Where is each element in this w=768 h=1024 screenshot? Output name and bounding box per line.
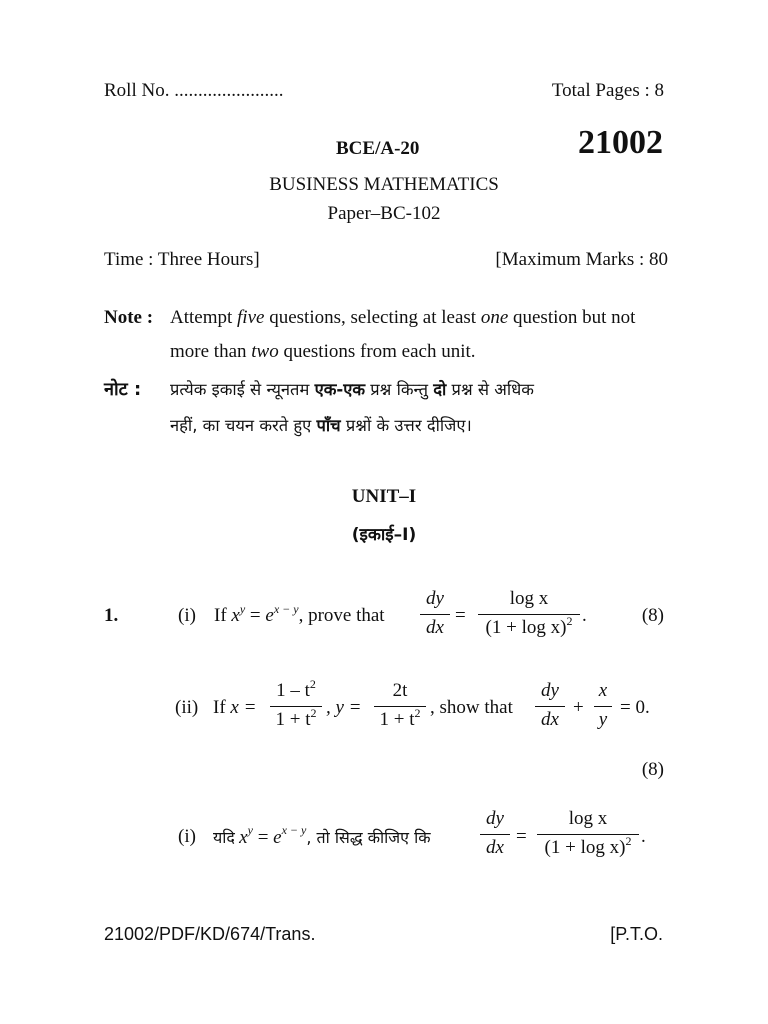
note-hindi-label: नोट : bbox=[104, 379, 142, 400]
q1-i-rhs-fraction: log x $(1 + \log x)^2$ bbox=[478, 588, 580, 640]
unit-heading-hindi: (इकाई–I) bbox=[351, 525, 417, 545]
q1-part-ii-label: (ii) bbox=[175, 697, 199, 718]
paper-number: 21002 bbox=[578, 124, 663, 161]
q1-i-equals: = bbox=[455, 605, 466, 626]
q1-ii-derivative-fraction: dy dx bbox=[535, 680, 565, 732]
q1-i-hindi-period: . bbox=[641, 826, 646, 847]
q1-i-hindi-lhs-fraction: dy dx bbox=[480, 808, 510, 860]
q1-ii-x-over-y-fraction: x y bbox=[594, 680, 612, 732]
note-hindi-line-1: प्रत्येक इकाई से न्यूनतम एक-एक प्रश्न किन्तु दो प्रश्न से अधिक bbox=[170, 380, 534, 399]
note-english-line-2: more than two questions from each unit. bbox=[170, 341, 476, 362]
footer-pto: [P.T.O. bbox=[610, 924, 663, 944]
unit-heading: UNIT–I bbox=[351, 486, 417, 507]
exam-code: BCE/A-20 bbox=[336, 138, 420, 159]
footer-document-code: 21002/PDF/KD/674/Trans. bbox=[104, 924, 316, 944]
q1-ii-if: If x = bbox=[213, 697, 257, 718]
q1-part-i-hindi-label: (i) bbox=[178, 826, 196, 847]
subject-title: BUSINESS MATHEMATICS bbox=[269, 174, 499, 195]
q1-ii-y-equals: , y = bbox=[326, 697, 362, 718]
q1-ii-equals-zero: = 0. bbox=[620, 697, 650, 718]
q1-ii-plus: + bbox=[573, 697, 584, 718]
note-hindi-line-2: नहीं, का चयन करते हुए पाँच प्रश्नों के उत्तर दीजिए। bbox=[170, 416, 472, 435]
q1-i-period: . bbox=[582, 605, 587, 626]
q1-i-hindi-rhs-fraction: log x $(1 + \log x)^2$ bbox=[537, 808, 639, 860]
q1-i-hindi-equals: = bbox=[516, 826, 527, 847]
q1-ii-marks: (8) bbox=[641, 759, 664, 780]
q1-ii-y-fraction: 2t $1 + t^2$ bbox=[374, 680, 426, 732]
time-allowed: Time : Three Hours] bbox=[104, 249, 260, 270]
q1-i-lhs-fraction: dy dx bbox=[420, 588, 450, 640]
q1-ii-x-fraction: $1 - t^2$ $1 + t^2$ bbox=[270, 680, 322, 732]
q1-part-i-label: (i) bbox=[178, 605, 196, 626]
q1-i-marks: (8) bbox=[641, 605, 664, 626]
maximum-marks: [Maximum Marks : 80 bbox=[495, 249, 668, 270]
note-label: Note : bbox=[104, 307, 154, 328]
q1-part-i-statement: If $x^y = e^{x - y}$, prove that bbox=[214, 602, 385, 626]
paper-code: Paper–BC-102 bbox=[327, 203, 441, 224]
total-pages: Total Pages : 8 bbox=[551, 80, 664, 101]
question-number: 1. bbox=[104, 605, 119, 626]
q1-part-i-hindi-statement: यदि $x^y = e^{x - y}$, तो सिद्ध कीजिए कि bbox=[213, 823, 431, 848]
q1-ii-show-that: , show that bbox=[430, 697, 513, 718]
roll-number-label: Roll No. ....................... bbox=[104, 80, 284, 101]
note-english-line-1: Attempt five questions, selecting at least one question but not bbox=[170, 307, 636, 328]
